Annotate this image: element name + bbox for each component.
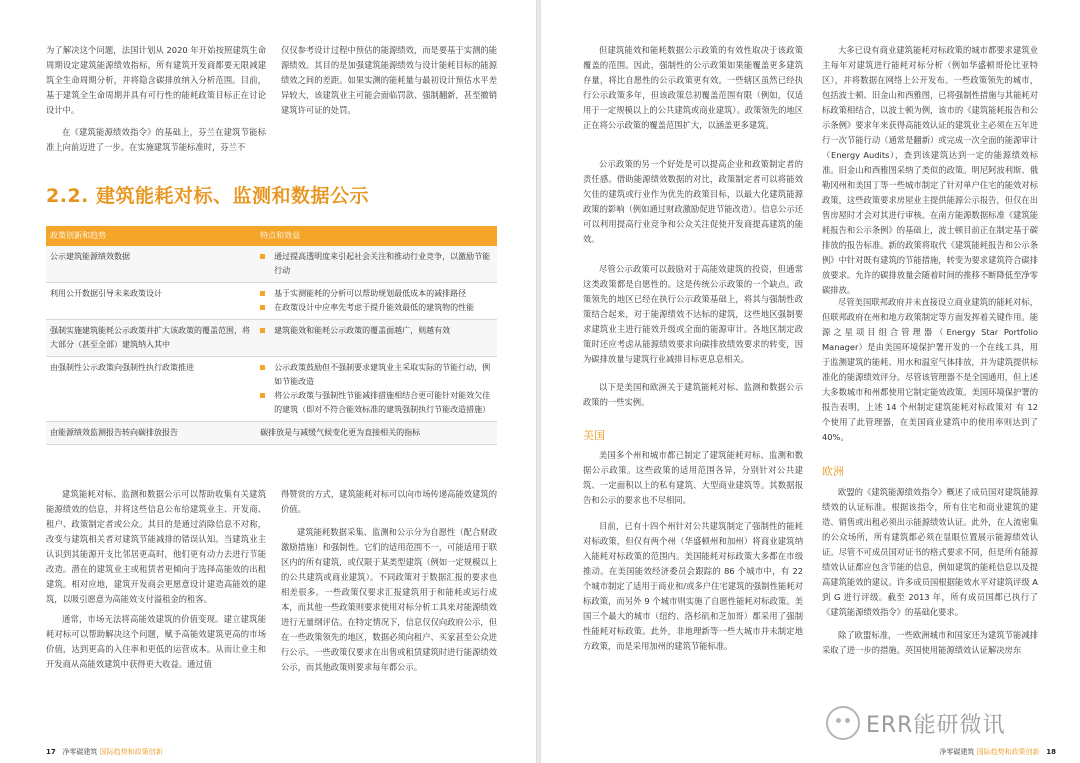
- paragraph: 但建筑能效和能耗数据公示政策的有效性取决于该政策覆盖的范围。因此，强制性的公示政策如果能覆盖更多建筑存量，将比自愿性的公示政策更有效。一些辖区虽然已经执行公示政策多年，但该政策总初覆盖范围有限（例如，仅适用于一定规模以上的公共建筑或商业建筑）。政策领先的地区正在将公示政策的覆盖范围扩大，以涵盖更多建筑。: [583, 45, 803, 130]
- page-number: 17: [46, 748, 56, 756]
- table-header: 政策创新和趋势: [46, 226, 256, 246]
- table-cell: [256, 283, 497, 320]
- table-cell: [256, 246, 497, 283]
- bullet-item: 建筑能效和能耗公示政策的覆盖面越广，则越有效: [260, 324, 493, 338]
- paragraph: 除了欧盟标准，一些欧洲城市和国家还为建筑节能减排采取了进一步的措施。英国使用能源绩效认证解决房东: [822, 630, 1038, 655]
- paragraph: 建筑能耗对标、监测和数据公示可以帮助收集有关建筑能源绩效的信息，并将这些信息公布给建筑业主、开发商、租户、政策制定者或公众。其目的是通过消除信息不对称，改变与建筑相关者对建筑节能减排的错误认知。当建筑业主认识到其能源开支比邻居更高时，他们更有动力去进行节能改造。潜在的建筑业主或租赁者更倾向于选择高能效的出租建筑。相对应地，建筑开发商会更愿意设计建造高能效的建筑，以吸引愿意为高能效支付溢租金的租客。: [46, 489, 266, 604]
- table-cell: [256, 357, 497, 422]
- wechat-icon: [826, 706, 860, 740]
- paragraph: 欧盟的《建筑能源绩效指令》概述了成员国对建筑能源绩效的认证标准。根据该指令，所有住宅和商业建筑的建造、销售或出租必须出示能源绩效认证。此外，在人流密集的公众场所，所有建筑都必须在显眼位置展示能源绩效认证。尽管不可成员国对证书的格式要求不同，但是所有能源绩效认证都应包含节能的信息，例如建筑的能耗信息以及提高建筑能效的建议。许多成员国根据能效水平对建筑评级 A 到 G 进行评级。截至 2013 年，所有成员国都已执行了《建筑能源绩效指令》的基础化要求。: [822, 487, 1038, 617]
- paragraph: 美国多个州和城市都已制定了建筑能耗对标、监测和数据公示政策。这些政策的适用范围各异，分别针对公共建筑、一定面积以上的私有建筑、大型商业建筑等。其数据报告和公示的要求也不尽相同。: [583, 450, 803, 505]
- bullet-item: 在政策设计中应率先考虑于提升能效最低的建筑物的性能: [260, 301, 493, 315]
- table-row: [46, 320, 497, 357]
- paragraph: 得赞赏的方式，建筑能耗对标可以向市场传递高能效建筑的价值。: [281, 489, 497, 514]
- bullet-item: 公示政策鼓励但不强制要求建筑业主采取实际的节能行动，例如节能改造: [260, 361, 493, 389]
- paragraph: 以下是美国和欧洲关于建筑能耗对标、监测和数据公示政策的一些实例。: [583, 382, 803, 407]
- bullet-item: 基于实测能耗的分析可以帮助规划最低成本的减排路径: [260, 287, 493, 301]
- table-cell: [256, 320, 497, 357]
- table-row: [46, 246, 497, 283]
- table-cell: 利用公开数据引导未来政策设计: [46, 283, 256, 320]
- table-cell: 由能源绩效监测报告转向碳排放报告: [46, 422, 256, 445]
- page-footer: [939, 747, 1056, 757]
- bullet-icon: [260, 254, 265, 259]
- paragraph: 在《建筑能源绩效指令》的基础上，芬兰在建筑节能标准上向前迈进了一步。在实施建筑节能标准时，芬兰不: [46, 127, 266, 152]
- paragraph: 尽管公示政策可以鼓励对于高能效建筑的投资，但通常这类政策都是自愿性的。这是传统公示政策的一个缺点。政策领先的地区已经在执行公示政策基础上，将其与强制性政策结合起来，对于能源绩效不达标的建筑，这些地区强制要求建筑业主进行能效升级或全面的能源审计。各地区制定政策时还应考虑从能源绩效要求向碳排放绩效要求的转变，因为碳排放量与建筑行业减排目标更息息相关。: [583, 264, 803, 364]
- left-page: [0, 0, 536, 763]
- watermark: [826, 706, 1005, 740]
- bullet-icon: [260, 328, 265, 333]
- bullet-item: 将公示政策与强制性节能减排措施相结合更可能针对能效欠佳的建筑（即对不符合能效标准的建筑强制执行节能改造措施）: [260, 389, 493, 417]
- table-row: [46, 283, 497, 320]
- paragraph: 通常，市场无法将高能效建筑的价值变现。建立建筑能耗对标可以帮助解决这个问题，赋予高能效建筑更高的市场价值，达到更高的入住率和更低的运营成本。从而让业主和开发商从高能效建筑中获得更大收益。通过值: [46, 614, 266, 669]
- paragraph: 尽管美国联邦政府并未直接设立商业建筑的能耗对标，但联邦政府在州和地方政策制定等方面发挥着关键作用。能源之星项目组合管理器（Energy Star Portfolio Manager）是由美国环境保护署开发的一个在线工具，用于监测建筑的能耗、用水和温室气体排放，并为建筑提供标准化的能源绩效评分。尽管该管理器不是全国通用，但上述大多数城市和州都使用它制定能效政策。美国环境保护署的报告表明，上述 14 个州制定建筑能耗对标政策对 有 12 个使用了此管理器，在美国商业建筑中的使用率则达到了 40%。: [822, 297, 1038, 442]
- paragraph: 公示政策的另一个好处是可以提高企业和政策制定者的责任感。借助能源绩效数据的对比，政策制定者可以将能效欠佳的建筑或行业作为优先的政策目标，以最大化建筑能源政策的影响（例如通过财政激励促进节能改造）。信息公示还可以利用提高行业竞争和公众关注促使开发商提高建筑的能效。: [583, 159, 803, 244]
- paragraph: 为了解决这个问题，法国计划从 2020 年开始按照建筑生命周期设定建筑能源绩效指标，所有建筑开发商都要无限减建筑全生命周期分析，并将隐含碳排放纳入分析范围。目前，基于建筑全生命周期并具有可行性的能耗政策目标正在讨论设计中。: [46, 45, 266, 115]
- bullet-item: 通过提高透明度来引起社会关注和推动行业竞争，以激励节能行动: [260, 250, 493, 278]
- table-cell: 碳排放是与减缓气候变化更为直接相关的指标: [256, 422, 497, 445]
- paragraph: 目前，已有十四个州针对公共建筑制定了强制性的能耗对标政策，但仅有两个州（华盛顿州和加州）将商业建筑纳入能耗对标政策的范围内。美国能耗对标政策大多都在市级推动。在美国能效经济委员会跟踪的 86 个城市中，有 22 个城市制定了适用于商业和/或多户住宅建筑的强制性能耗对标政策，而另外 9 个城市则实施了自愿性能耗对标政策。美国三个最大的城市（纽约、洛杉矶和芝加哥）都采用了强制性能耗对标政策。此外，非地理新等一些大城市并未制定地方政策，而是采用加州的建筑节能标准。: [583, 521, 803, 651]
- footer-text: 净零碳建筑: [62, 748, 98, 756]
- page-footer: [46, 747, 163, 757]
- table-row: [46, 357, 497, 422]
- footer-section: 国际趋势和政策创新: [976, 748, 1040, 756]
- section-title: 2.2. 建筑能耗对标、监测和数据公示: [46, 185, 369, 207]
- table-header: 特点和效益: [256, 226, 497, 246]
- table-cell: 由强制性公示政策向强制性执行政策推进: [46, 357, 256, 422]
- policy-table: [46, 226, 497, 445]
- watermark-text: ERR能研微讯: [866, 712, 1006, 738]
- bullet-icon: [260, 365, 265, 370]
- right-page: [541, 0, 1080, 763]
- footer-text: 净零碳建筑: [939, 748, 975, 756]
- table-cell: 强制实施建筑能耗公示政策并扩大该政策的覆盖范围，将大部分（甚至全部）建筑纳入其中: [46, 320, 256, 357]
- paragraph: 大多已设有商业建筑能耗对标政策的城市都要求建筑业主每年对建筑进行能耗对标分析（例如华盛顿哥伦比亚特区），并将数据在网络上公开发布。一些政策领先的城市，包括波士顿、旧金山和西雅图，已将强制性措施与其能耗对标政策相结合，以波士顿为例，该市的《建筑能耗报告和公示条例》要求年来获得高能效认证的建筑业主必须在五年进行一次节能行动（通常是翻新）或完成一次全面的能源审计（Energy Audits），查到该建筑达到一定的能源绩效标准。旧金山和西雅图采纳了类似的政策。明尼阿波利斯、俄勒冈州和美国丁等一些城市制定了针对单户住宅的能效对标政策，这些政策要求房屋业主提供能源公示报告，但仅在出售房屋时才会对其进行审核。在南方能源数据标准《建筑能耗报告和公示条例》的基础上，波士顿目前正在制定基于碳排放的报告标准。新的政策将取代《建筑能耗报告和公示条例》中针对既有建筑的节能措施，转变为要求建筑符合碳排放要求。允许的碳排放量会随着时间的推移不断降低至净零碳排放。: [822, 45, 1038, 295]
- subheading-usa: 美国: [583, 429, 605, 442]
- paragraph: 建筑能耗数据采集、监测和公示分为自愿性（配合财政激励措施）和强制性。它们的适用范围不一，可能适用于联区内的所有建筑，或仅限于某类型建筑（例如一定规模以上的公共建筑或商业建筑）。不同政策对于数据汇报的要求也相差很多。一些政策仅要求汇报建筑用于和能耗或运行成本，而其他一些政策则要求使用对标分析工具来对能源绩效进行无量纲评估。在特定情况下，信息仅仅向政府公示，但在一些政策领先的地区，数据必须向租户、买家甚至公众进行公示。一些政策仅要求在出售或租赁建筑时进行能源绩效公示，而其他政策则要求每年都公示。: [281, 527, 497, 672]
- page-number: 18: [1046, 748, 1056, 756]
- bullet-icon: [260, 291, 265, 296]
- paragraph: 仅仅参考设计过程中预估的能源绩效，而是要基于实测的能源绩效。其目的是加强建筑能源绩效与设计能耗目标的能源绩效之间的差距。如果实测的能耗量与最初设计预估水平差异较大，该建筑业主可能会面临罚款、强制翻新，甚至撤销建筑许可证的处罚。: [281, 45, 497, 115]
- bullet-icon: [260, 393, 265, 398]
- footer-section: 国际趋势和政策创新: [99, 748, 163, 756]
- bullet-icon: [260, 305, 265, 310]
- subheading-europe: 欧洲: [822, 465, 844, 478]
- table-cell: 公示建筑能源绩效数据: [46, 246, 256, 283]
- table-row: [46, 422, 497, 445]
